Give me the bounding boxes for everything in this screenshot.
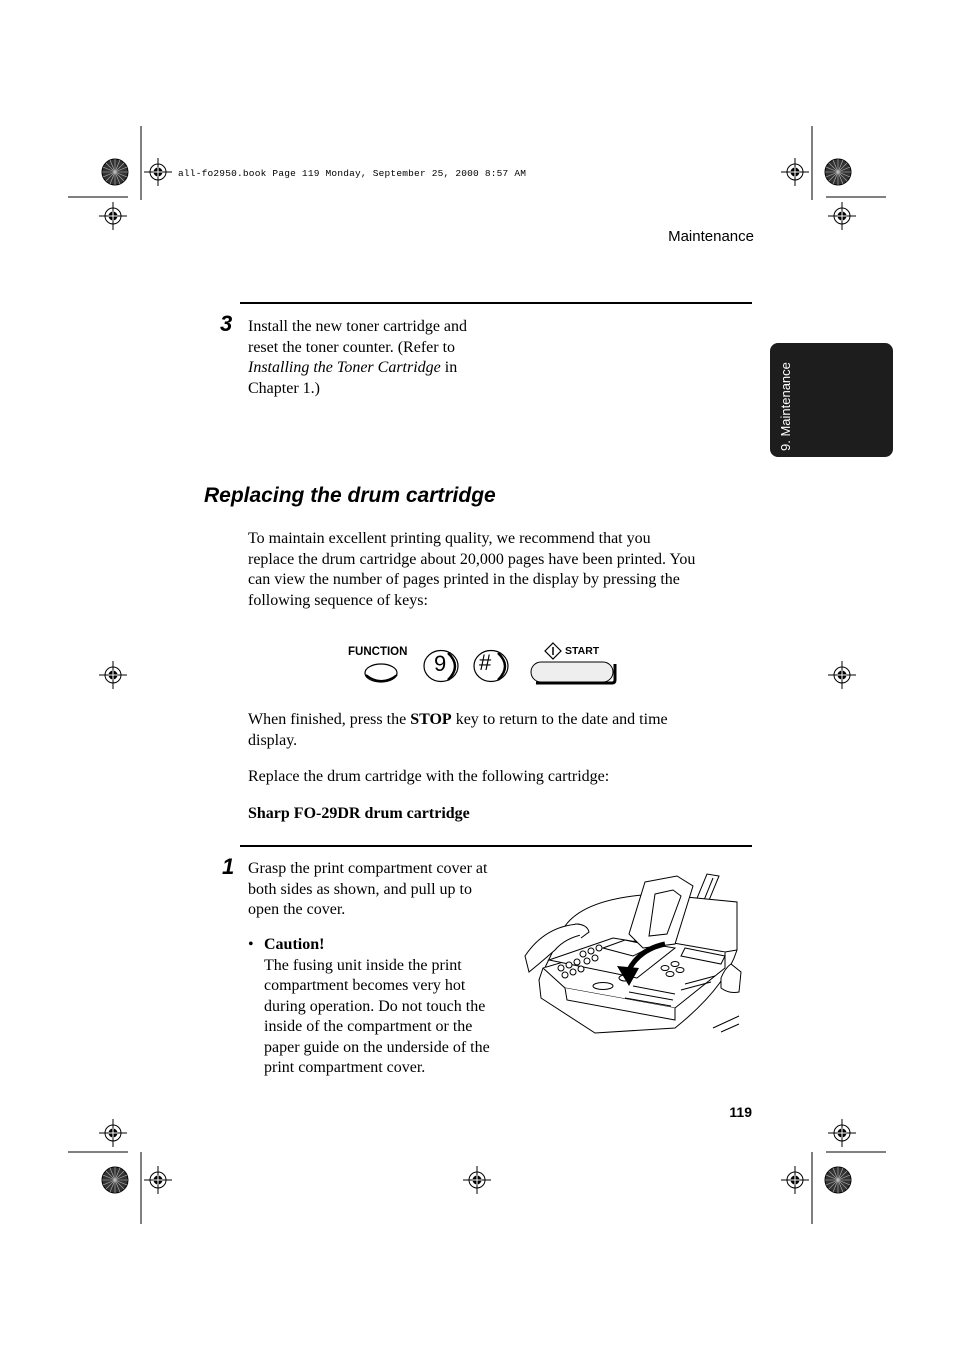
step3-text: Install the new toner cartridge and reset the toner counter. (Refer to Installing the Toner Cartridge in Chapter 1.) bbox=[248, 318, 468, 397]
side-tab bbox=[770, 343, 893, 457]
step1-text: Grasp the print compartment cover at both sides as shown, and pull up to open the cover. bbox=[248, 860, 488, 918]
function-key-label: FUNCTION bbox=[348, 646, 408, 658]
nine-key-label: 9 bbox=[434, 651, 447, 676]
caution-title: Caution! bbox=[264, 936, 325, 953]
step-rule bbox=[240, 845, 752, 847]
step-number: 3 bbox=[220, 311, 233, 336]
section-title: Replacing the drum cartridge bbox=[204, 484, 496, 507]
step-rule bbox=[240, 302, 752, 304]
start-key-label: START bbox=[565, 645, 600, 657]
caution-bullet: • bbox=[248, 936, 254, 953]
file-info: all-fo2950.book Page 119 Monday, September 25, 2000 8:57 AM bbox=[178, 168, 527, 179]
running-header: Maintenance bbox=[668, 228, 754, 245]
step-number: 1 bbox=[222, 854, 235, 879]
function-key-icon bbox=[364, 661, 404, 685]
hash-key-label: # bbox=[479, 650, 492, 675]
fax-machine-illustration bbox=[525, 868, 745, 1038]
start-diamond-icon bbox=[544, 642, 562, 660]
start-key-icon bbox=[530, 661, 620, 687]
intro-paragraph: To maintain excellent printing quality, we recommend that you replace the drum cartridge about 20,000 pages have been printed. You can view the number of pages printed in the display by pressing the following sequence of keys: bbox=[248, 530, 696, 609]
page-number: 119 bbox=[729, 1104, 752, 1120]
caution-block: Caution! The fusing unit inside the print compartment becomes very hot during operation. Do not touch the inside of the compartment or the paper guide on the underside of the print compartment cover. bbox=[264, 936, 490, 1076]
side-tab-label: 9. Maintenance bbox=[778, 362, 793, 451]
replace-paragraph: Replace the drum cartridge with the following cartridge: bbox=[248, 768, 610, 785]
hash-key-icon bbox=[472, 649, 512, 685]
finish-paragraph: When finished, press the STOP key to return to the date and time display. bbox=[248, 711, 668, 749]
cartridge-name: Sharp FO-29DR drum cartridge bbox=[248, 805, 470, 822]
